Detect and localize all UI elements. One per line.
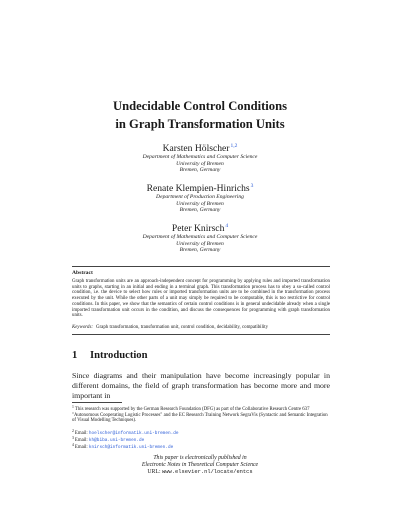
publication-url-link[interactable]: www.elsevier.nl/locate/entcs xyxy=(162,468,253,475)
affiliation-university: University of Bremen xyxy=(176,200,224,207)
publication-line-2: Electronic Notes in Theoretical Computer Science xyxy=(141,461,259,468)
footnote-4-mark: 4 xyxy=(72,443,74,447)
footnote-1-text: This research was supported by the German Research Foundation (DFG) as part of the Collaborative Research Centre 637 "Autonomous Cooperating Logistic Processes" and the EC Research Training Network SegraVis (Syntactic and Semantic Integration of Visual Modelling Techniques). xyxy=(72,407,328,424)
affiliation-city: Bremen, Germany xyxy=(179,167,221,174)
section-number: 1 xyxy=(72,350,78,361)
affiliation-city: Bremen, Germany xyxy=(179,207,221,214)
author-3-footnote-marks[interactable]: 4 xyxy=(225,223,229,229)
author-1 xyxy=(0,141,400,154)
author-3-affiliation xyxy=(0,234,400,254)
affiliation-department: Department of Production Engineering xyxy=(156,194,244,200)
author-2-affiliation xyxy=(0,194,400,214)
affiliation-university: University of Bremen xyxy=(176,160,224,167)
footnote-1-mark: 1 xyxy=(72,405,74,409)
publication-notice xyxy=(0,455,400,475)
email-link-3[interactable]: knirsch@informatik.uni-bremen.de xyxy=(88,445,174,450)
footnote-1 xyxy=(72,405,330,424)
paper-title-line-1: Undecidable Control Conditions xyxy=(112,99,287,113)
section-title: Introduction xyxy=(90,350,148,361)
section-heading xyxy=(72,350,148,362)
publication-url-label: URL: xyxy=(147,468,161,475)
affiliation-university: University of Bremen xyxy=(176,240,224,247)
abstract-bottom-rule xyxy=(72,334,330,335)
keywords-label: Keywords: xyxy=(72,325,94,330)
section-body-text: Since diagrams and their manipulation have become increasingly popular in different domains, the field of graph transformation has become more and more important in xyxy=(72,371,330,401)
author-1-footnote-marks[interactable]: 1,2 xyxy=(230,143,238,149)
footnote-2-mark: 2 xyxy=(72,429,74,433)
footnote-3-mark: 3 xyxy=(72,436,74,440)
paper-title-line-2: in Graph Transformation Units xyxy=(115,117,285,131)
author-3 xyxy=(0,221,400,234)
footnote-2-label: Email: xyxy=(74,431,88,436)
author-1-affiliation xyxy=(0,154,400,174)
affiliation-department: Department of Mathematics and Computer Science xyxy=(142,154,258,160)
footnote-rule xyxy=(72,402,122,403)
author-2-footnote-marks[interactable]: 3 xyxy=(250,183,254,189)
footnote-4-label: Email: xyxy=(74,445,88,450)
publication-url-line xyxy=(0,469,400,476)
keywords-list: Graph transformation, transformation unit, control condition, decidability, compatibility xyxy=(96,325,269,330)
email-link-1[interactable]: hoelscher@informatik.uni-bremen.de xyxy=(88,431,179,436)
publication-line-1: This paper is electronically published in xyxy=(153,455,247,461)
footnote-3-label: Email: xyxy=(74,438,88,443)
abstract-text: Graph transformation units are an approach-independent concept for programming by applying rules and imported transformation units to graphs, starting in an initial and ending in a terminal graph. This transformation process has to obey a so-called control condition, i.e. the device to select how rules or imported transformation units are to be combined in the transformation process executed by the unit. While the other parts of a unit may simply be required to be computable, this is too restrictive for control conditions. In this paper, we show that the semantics of certain control conditions is in general undecidable already when a single imported transformation unit occurs in the condition, and discuss the consequences for programming with graph transformation units. xyxy=(72,279,330,319)
footnote-4 xyxy=(72,443,330,451)
author-2 xyxy=(0,181,400,194)
affiliation-city: Bremen, Germany xyxy=(179,247,221,254)
author-3-name: Peter Knirsch xyxy=(171,223,225,234)
abstract-top-rule xyxy=(72,266,330,267)
abstract-heading: Abstract xyxy=(72,270,93,276)
author-2-name: Renate Klempien-Hinrichs xyxy=(146,183,250,194)
affiliation-department: Department of Mathematics and Computer Science xyxy=(142,234,258,240)
author-1-name: Karsten Hölscher xyxy=(162,143,230,154)
keywords xyxy=(72,325,330,331)
email-link-2[interactable]: kh@biba.uni-bremen.de xyxy=(88,438,145,443)
